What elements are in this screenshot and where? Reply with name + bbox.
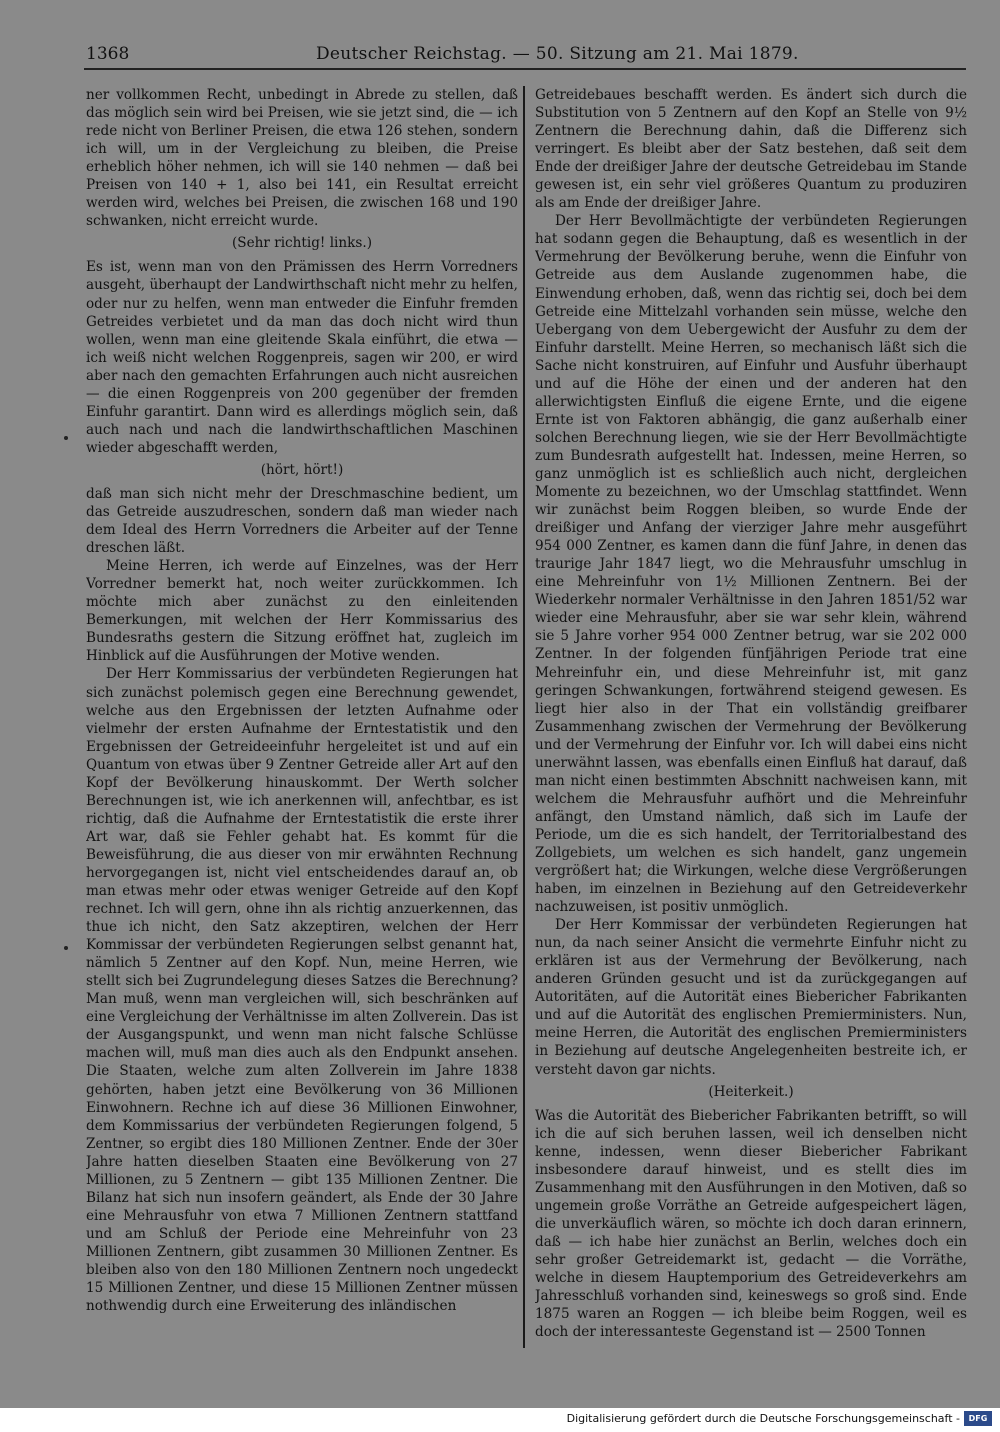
page-header: [86, 40, 966, 68]
left-column: [86, 86, 518, 1346]
paragraph: Der Herr Kommissar der verbündeten Regierungen hat nun, da nach seiner Ansicht die vermehrte Einfuhr nicht zu erklären ist aus der Vermehrung der Bevölkerung, nach anderen Gründen gesucht und ist da zurückgegangen auf Autoritäten, auf die Autorität eines Biebericher Fabrikanten und auf die Autorität des englischen Premierministers. Nun, meine Herren, die Autorität des englischen Premierministers in Beziehung auf deutsche Angelegenheiten bestreite ich, er versteht davon gar nichts.: [535, 917, 967, 1078]
interjection: (Heiterkeit.): [708, 1083, 794, 1100]
dfg-logo: DFG: [964, 1411, 992, 1426]
interjection: (hört, hört!): [260, 461, 344, 478]
footer-bar: [0, 1408, 1000, 1432]
paragraph: daß man sich nicht mehr der Dreschmaschine bedient, um das Getreide auszudreschen, sondern daß man wieder nach dem Ideal des Herrn Vorredners die Arbeiter auf der Tenne dreschen läßt.: [86, 485, 518, 557]
paragraph: Der Herr Kommissarius der verbündeten Regierungen hat sich zunächst polemisch gegen eine Berechnung gewendet, welche aus den Ergebnissen der letzten Aufnahme oder vielmehr der ersten Aufnahme der Erntestatistik und den Ergebnissen der Getreideeinfuhr hergeleitet ist und auf ein Quantum von etwas über 9 Zentner Getreide aller Art auf den Kopf der Bevölkerung hinauskommt. Der Werth solcher Berechnungen ist, wie ich anerkennen will, anfechtbar, es ist richtig, daß die Aufnahme der Erntestatistik die erste ihrer Art war, daß sie Fehler gehabt hat. Es kommt für die Beweisführung, die aus dieser von mir erwähnten Rechnung hervorgegangen ist, nicht viel entscheidendes darauf an, ob man etwas mehr oder etwas weniger Getreide auf den Kopf rechnet. Ich will gern, ohne ihn als richtig anzuerkennen, das thue ich nicht, den Satz akzeptiren, welchen der Herr Kommissar der verbündeten Regierungen selbst genannt hat, nämlich 5 Zentner auf den Kopf. Nun, meine Herren, wie stellt sich bei Zugrundelegung dieses Satzes die Berechnung? Man muß, wenn man vergleichen will, sich beschränken auf eine Vergleichung der Verhältnisse im alten Zollverein. Das ist der Ausgangspunkt, und wenn man nicht falsche Schlüsse machen will, muß man dies auch als den Endpunkt ansehen. Die Staaten, welche zum alten Zollverein im Jahre 1838 gehörten, haben jetzt eine Bevölkerung von 36 Millionen Einwohnern. Rechne ich auf diese 36 Millionen Einwohner, dem Kommissarius der verbündeten Regierungen folgend, 5 Zentner, so ergibt dies 180 Millionen Zentner. Ende der 30er Jahre hatten dieselben Staaten eine Bevölkerung von 27 Millionen, zu 5 Zentnern — gibt 135 Millionen Zentner. Die Bilanz hat sich nun insofern geändert, als Ende der 30 Jahre eine Mehrausfuhr von etwa 7 Millionen Zentnern stattfand und am Schluß der Periode eine Mehreinfuhr von 23 Millionen Zentnern, gibt zusammen 30 Millionen Zentner. Es bleiben also von den 180 Millionen Zentnern noch ungedeckt 15 Millionen Zentner, und diese 15 Millionen Zentner müssen nothwendig durch eine Erweiterung des inländischen: [86, 666, 518, 1315]
paragraph: Der Herr Bevollmächtigte der verbündeten Regierungen hat sodann gegen die Behauptung, daß es wesentlich in der Vermehrung der Bevölkerung beruhe, wenn die Einfuhr von Getreide aus dem Auslande zugenommen habe, die Einwendung erhoben, daß, wenn das richtig sei, doch bei dem Getreide eine Mittelzahl vorhanden sein müsse, welche den Uebergang von dem Uebergewicht der Ausfuhr zu dem der Einfuhr darstellt. Meine Herren, so mechanisch läßt sich die Sache nicht konstruiren, auf Einfuhr und Ausfuhr überhaupt und auf die Höhe der einen und der anderen hat den allerwichtigsten Einfluß die eigene Ernte, und die eigene Ernte ist von Faktoren abhängig, die ganz außerhalb einer solchen Berechnung liegen, wie sie der Herr Bevollmächtigte zum Bundesrath aufgestellt hat. Indessen, meine Herren, so ganz unmöglich ist es schließlich auch nicht, dergleichen Momente zu bezeichnen, wo der Umschlag stattfindet. Wenn wir zunächst beim Roggen bleiben, so wurde Ende der dreißiger und Anfang der vierziger Jahre mehr ausgeführt 954 000 Zentner, es kamen dann die fünf Jahre, in denen das traurige Jahr 1847 liegt, wo die Mehrausfuhr umschlug in eine Mehreinfuhr von 1½ Millionen Zentnern. Bei der Wiederkehr normaler Verhältnisse in den Jahren 1851/52 war wieder eine Mehrausfuhr, aber sie war sehr klein, während sie 5 Jahre vorher 954 000 Zentner betrug, war sie 202 000 Zentner. In der folgenden fünfjährigen Periode trat eine Mehreinfuhr ein, und diese Mehreinfuhr ist, mit ganz geringen Schwankungen, fortwährend steigend gewesen. Es liegt hier also in der That ein vollständig greifbarer Zusammenhang zwischen der Vermehrung der Bevölkerung und der Vermehrung der Einfuhr vor. Ich will dabei eins nicht unerwähnt lassen, was ebenfalls einen Einfluß hat darauf, daß man nicht einen bestimmten Abschnitt nachweisen kann, mit welchem die Mehrausfuhr aufhört und die Mehreinfuhr anfängt, den Umstand nämlich, daß sich im Laufe der Periode, um die es sich handelt, der Territorialbestand des Zollgebiets, um welchen es sich handelt, ganz ungemein vergrößert hat; die Wirkungen, welche diese Vergrößerungen haben, im einzelnen in Beziehung auf den Getreideverkehr nachzuweisen, ist positiv unmöglich.: [535, 213, 967, 916]
running-title: Deutscher Reichstag. — 50. Sitzung am 21. Mai 1879.: [316, 44, 799, 64]
paragraph: ner vollkommen Recht, unbedingt in Abrede zu stellen, daß das möglich sein wird bei Preisen, wie sie jetzt sind, die — ich rede nicht von Berliner Preisen, die etwa 126 stehen, sondern ich will, um in der Vergleichung zu bleiben, die Preise erheblich höher nehmen, ich will sie 140 nehmen — daß bei Preisen von 140 + 1, also bei 141, ein Resultat erreicht werden wird, welches bei Preisen, die zwischen 168 und 190 schwanken, nicht erreicht wurde.: [86, 87, 518, 230]
digitization-credit: Digitalisierung gefördert durch die Deutsche Forschungsgemeinschaft -: [566, 1412, 960, 1425]
paragraph: Es ist, wenn man von den Prämissen des Herrn Vorredners ausgeht, überhaupt der Landwirthschaft nicht mehr zu helfen, oder nur zu helfen, wenn man entweder die Einfuhr fremden Getreides verbietet und da man das doch nicht wird thun wollen, wenn man eine gleitende Skala einführt, die etwa — ich weiß nicht welchen Roggenpreis, sagen wir 200, er wird aber nach den gemachten Erfahrungen auch nicht ausreichen — die einen Roggenpreis von 200 gegenüber der fremden Einfuhr garantirt. Dann wird es allerdings möglich sein, daß auch nach und nach die landwirthschaftlichen Maschinen wieder abgeschafft werden,: [86, 259, 518, 456]
interjection: (Sehr richtig! links.): [231, 235, 373, 252]
paragraph: Getreidebaues beschafft werden. Es ändert sich durch die Substitution von 5 Zentnern auf den Kopf an Stelle von 9½ Zentnern die Berechnung dahin, daß die Differenz sich verringert. Es bleibt aber der Satz bestehen, daß seit dem Ende der dreißiger Jahre der deutsche Getreidebau im Stande gewesen ist, ein sehr viel größeres Quantum zu produziren als am Ende der dreißiger Jahre.: [535, 87, 967, 212]
header-rule: [84, 68, 966, 70]
scan-speck: [64, 946, 68, 950]
paragraph: Was die Autorität des Biebericher Fabrikanten betrifft, so will ich die auf sich beruhen lassen, weil ich denselben nicht kenne, indessen, wenn dieser Biebericher Fabrikant insbesondere darauf hinweist, und es stellt dies im Zusammenhang mit den Ausführungen in den Motiven, daß so ungemein große Vorräthe an Getreide aufgespeichert lägen, die unverkäuflich wären, so möchte ich doch daran erinnern, daß — ich habe hier zunächst an Berlin, welches doch ein sehr großer Getreidemarkt ist, gedacht — die Vorräthe, welche in diesem Hauptemporium des Getreideverkehrs am Jahresschluß vorhanden sind, keineswegs so groß sind. Ende 1875 waren an Roggen — ich bleibe beim Roggen, weil es doch der interessanteste Gegenstand ist — 2500 Tonnen: [535, 1107, 967, 1341]
paragraph: Meine Herren, ich werde auf Einzelnes, was der Herr Vorredner bemerkt hat, noch weiter zurückkommen. Ich möchte mich aber zunächst zu den einleitenden Bemerkungen, mit welchen der Herr Kommissarius des Bundesraths gestern die Sitzung eröffnet hat, zugleich im Hinblick auf die Ausführungen der Motive wenden.: [86, 558, 518, 665]
page-number: 1368: [86, 44, 130, 64]
column-divider: [523, 86, 525, 1348]
scan-speck: [64, 436, 68, 440]
right-column: [535, 86, 967, 1346]
